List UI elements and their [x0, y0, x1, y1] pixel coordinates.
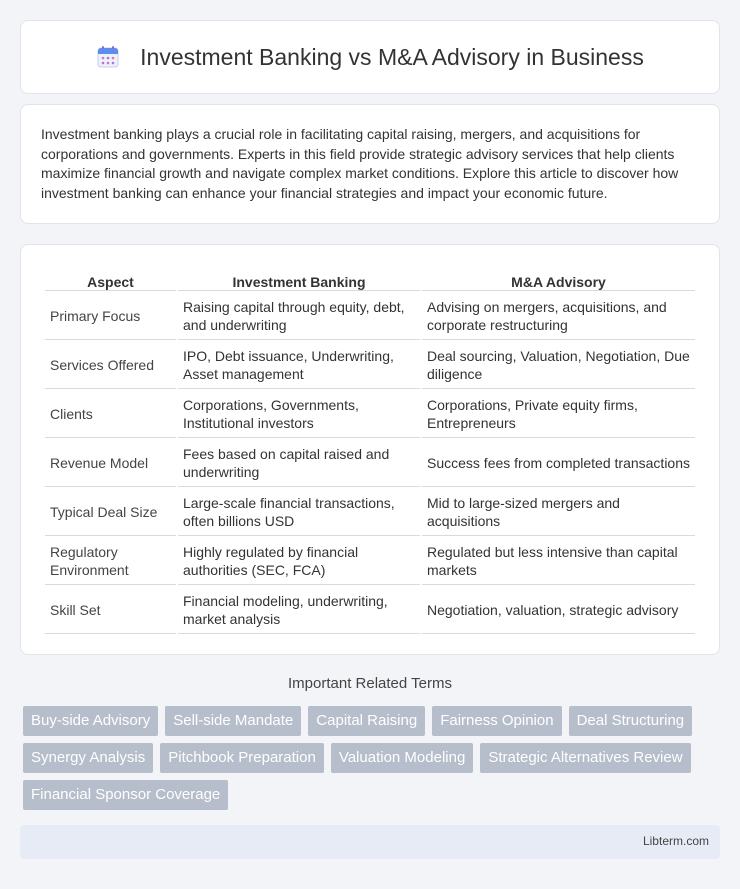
cell-aspect: Primary Focus — [45, 293, 176, 340]
related-terms-title: Important Related Terms — [288, 675, 452, 692]
cell-investment-banking: Highly regulated by financial authorities (SEC, FCA) — [178, 538, 420, 585]
related-term-tag[interactable]: Deal Structuring — [569, 706, 693, 736]
cell-investment-banking: Raising capital through equity, debt, and underwriting — [178, 293, 420, 340]
cell-ma-advisory: Negotiation, valuation, strategic advisory — [422, 587, 695, 634]
cell-ma-advisory: Corporations, Private equity firms, Entrepreneurs — [422, 391, 695, 438]
intro-paragraph: Investment banking plays a crucial role in facilitating capital raising, mergers, and acquisitions for corporations and governments. Experts in this field provide strategic advisory services that help clients maximize financial growth and navigate complex market conditions. Explore this article to discover how investment banking can enhance your financial strategies and impact your economic future. — [41, 126, 679, 201]
calendar-icon — [96, 45, 120, 69]
intro-card — [20, 104, 720, 224]
table-row — [45, 391, 695, 438]
related-term-tag[interactable]: Pitchbook Preparation — [160, 743, 324, 773]
related-terms-list — [23, 706, 723, 810]
cell-investment-banking: Large-scale financial transactions, often billions USD — [178, 489, 420, 536]
comparison-table — [43, 265, 697, 636]
cell-ma-advisory: Mid to large-sized mergers and acquisitions — [422, 489, 695, 536]
table-row — [45, 587, 695, 634]
cell-investment-banking: IPO, Debt issuance, Underwriting, Asset management — [178, 342, 420, 389]
related-term-tag[interactable]: Fairness Opinion — [432, 706, 561, 736]
cell-aspect: Services Offered — [45, 342, 176, 389]
table-row — [45, 293, 695, 340]
cell-investment-banking: Corporations, Governments, Institutional investors — [178, 391, 420, 438]
footer — [20, 825, 720, 859]
cell-investment-banking: Financial modeling, underwriting, market analysis — [178, 587, 420, 634]
table-row — [45, 342, 695, 389]
table-row — [45, 538, 695, 585]
cell-aspect: Revenue Model — [45, 440, 176, 487]
header-aspect: Aspect — [45, 267, 176, 291]
header-ma-advisory: M&A Advisory — [422, 267, 695, 291]
cell-ma-advisory: Regulated but less intensive than capital markets — [422, 538, 695, 585]
related-term-tag[interactable]: Synergy Analysis — [23, 743, 153, 773]
related-term-tag[interactable]: Strategic Alternatives Review — [480, 743, 690, 773]
related-term-tag[interactable]: Financial Sponsor Coverage — [23, 780, 228, 810]
cell-aspect: Clients — [45, 391, 176, 438]
comparison-card — [20, 244, 720, 655]
related-term-tag[interactable]: Capital Raising — [308, 706, 425, 736]
cell-ma-advisory: Success fees from completed transactions — [422, 440, 695, 487]
related-term-tag[interactable]: Sell-side Mandate — [165, 706, 301, 736]
cell-investment-banking: Fees based on capital raised and underwriting — [178, 440, 420, 487]
page-title: Investment Banking vs M&A Advisory in Business — [140, 43, 644, 70]
cell-aspect: Typical Deal Size — [45, 489, 176, 536]
header-investment-banking: Investment Banking — [178, 267, 420, 291]
table-header-row — [45, 267, 695, 291]
related-term-tag[interactable]: Buy-side Advisory — [23, 706, 158, 736]
footer-brand-link[interactable]: Libterm.com — [642, 834, 709, 848]
table-row — [45, 489, 695, 536]
table-row — [45, 440, 695, 487]
title-card — [20, 20, 720, 94]
related-term-tag[interactable]: Valuation Modeling — [331, 743, 473, 773]
cell-ma-advisory: Deal sourcing, Valuation, Negotiation, Due diligence — [422, 342, 695, 389]
cell-ma-advisory: Advising on mergers, acquisitions, and corporate restructuring — [422, 293, 695, 340]
cell-aspect: Regulatory Environment — [45, 538, 176, 585]
cell-aspect: Skill Set — [45, 587, 176, 634]
